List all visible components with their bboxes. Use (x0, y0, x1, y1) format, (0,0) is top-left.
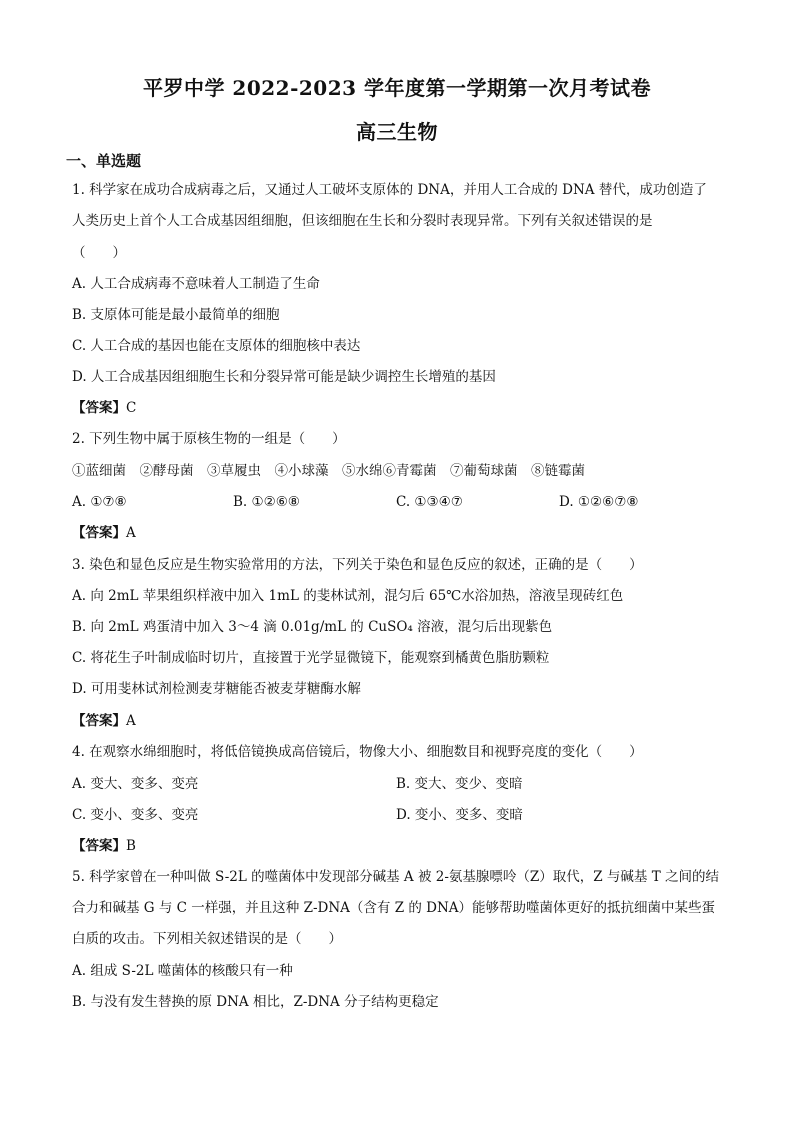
q4-option-a: A. 变大、变多、变亮 (72, 776, 199, 792)
q3-answer (72, 712, 136, 730)
answer-value: A (126, 525, 136, 541)
q1-stem-line-1: 1. 科学家在成功合成病毒之后，又通过人工破坏支原体的 DNA，并用人工合成的 DNA 替代，成功创造了 (72, 182, 707, 198)
q1-answer (72, 399, 136, 417)
q4-answer (72, 837, 136, 855)
answer-tag: 【答案】 (72, 838, 126, 854)
answer-value: B (126, 838, 136, 854)
exam-title: 平罗中学 2022-2023 学年度第一学期第一次月考试卷 (142, 76, 652, 100)
q2-stem: 2. 下列生物中属于原核生物的一组是（ ） (72, 431, 346, 447)
q4-option-d: D. 变小、变多、变暗 (396, 807, 523, 823)
q4-option-c: C. 变小、变多、变亮 (72, 807, 199, 823)
q3-stem: 3. 染色和显色反应是生物实验常用的方法，下列关于染色和显色反应的叙述，正确的是（ ） (72, 557, 643, 573)
q1-option-c: C. 人工合成的基因也能在支原体的细胞核中表达 (72, 338, 361, 354)
q2-option-c: C. ①③④⑦ (396, 494, 463, 510)
q4-option-b: B. 变大、变少、变暗 (396, 776, 523, 792)
q1-stem-line-3: （ ） (72, 245, 126, 261)
q2-option-a: A. ①⑦⑧ (72, 494, 127, 510)
q2-answer (72, 524, 136, 542)
q5-option-b: B. 与没有发生替换的原 DNA 相比，Z-DNA 分子结构更稳定 (72, 994, 439, 1010)
q3-option-b: B. 向 2mL 鸡蛋清中加入 3～4 滴 0.01g/mL 的 CuSO₄ 溶液，混匀后出现紫色 (72, 619, 553, 635)
q1-stem-line-2: 人类历史上首个人工合成基因组细胞，但该细胞在生长和分裂时表现异常。下列有关叙述错误的是 (72, 213, 653, 229)
q1-option-b: B. 支原体可能是最小最简单的细胞 (72, 307, 280, 323)
exam-subtitle: 高三生物 (356, 120, 438, 144)
answer-tag: 【答案】 (72, 713, 126, 729)
q3-option-d: D. 可用斐林试剂检测麦芽糖能否被麦芽糖酶水解 (72, 681, 361, 697)
answer-value: A (126, 713, 136, 729)
q4-stem: 4. 在观察水绵细胞时，将低倍镜换成高倍镜后，物像大小、细胞数目和视野亮度的变化（ ） (72, 744, 643, 760)
answer-value: C (126, 400, 137, 416)
section-heading: 一、单选题 (66, 152, 142, 170)
q1-option-a: A. 人工合成病毒不意味着人工制造了生命 (72, 276, 320, 292)
q3-option-a: A. 向 2mL 苹果组织样液中加入 1mL 的斐林试剂，混匀后 65℃水浴加热，溶液呈现砖红色 (72, 588, 624, 604)
answer-tag: 【答案】 (72, 400, 126, 416)
q5-stem-line-2: 合力和碱基 G 与 C 一样强，并且这种 Z-DNA（含有 Z 的 DNA）能够帮助噬菌体更好的抵抗细菌中某些蛋 (72, 900, 716, 916)
q2-option-b: B. ①②⑥⑧ (233, 494, 300, 510)
q1-option-d: D. 人工合成基因组细胞生长和分裂异常可能是缺少调控生长增殖的基因 (72, 369, 496, 385)
answer-tag: 【答案】 (72, 525, 126, 541)
q2-items: ①蓝细菌 ②酵母菌 ③草履虫 ④小球藻 ⑤水绵⑥青霉菌 ⑦葡萄球菌 ⑧链霉菌 (72, 463, 585, 479)
q5-option-a: A. 组成 S-2L 噬菌体的核酸只有一种 (72, 963, 293, 979)
q5-stem-line-3: 白质的攻击。下列相关叙述错误的是（ ） (72, 931, 342, 947)
q5-stem-line-1: 5. 科学家曾在一种叫做 S-2L 的噬菌体中发现部分碱基 A 被 2-氨基腺嘌呤（Z）取代，Z 与碱基 T 之间的结 (72, 869, 720, 885)
q3-option-c: C. 将花生子叶制成临时切片，直接置于光学显微镜下，能观察到橘黄色脂肪颗粒 (72, 650, 550, 666)
q2-option-d: D. ①②⑥⑦⑧ (559, 494, 639, 510)
